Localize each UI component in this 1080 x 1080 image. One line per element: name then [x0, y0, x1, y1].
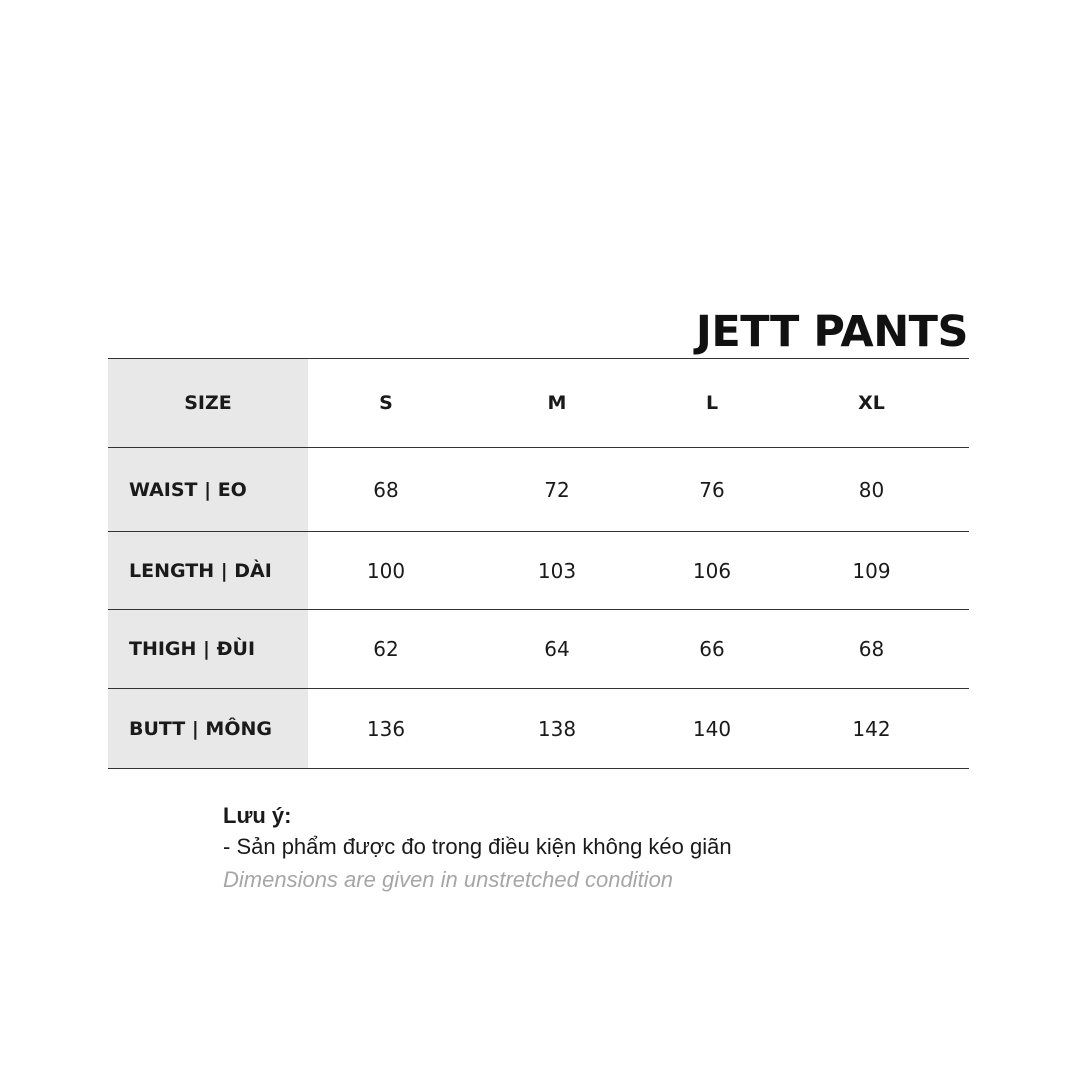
- size-column-header: L: [705, 392, 719, 414]
- measurement-value: 68: [373, 477, 399, 502]
- measurement-value: 136: [366, 716, 406, 741]
- row-label: BUTT | MÔNG: [108, 689, 308, 768]
- size-header-label: SIZE: [108, 359, 308, 447]
- measurement-value: 109: [852, 558, 891, 583]
- measurement-value: 66: [699, 637, 725, 661]
- note-line-english: Dimensions are given in unstretched condition: [223, 867, 674, 892]
- size-column-header: M: [547, 392, 567, 414]
- measurement-value: 140: [692, 716, 732, 741]
- row-label: LENGTH | DÀI: [108, 532, 308, 609]
- note-line-vietnamese: - Sản phẩm được đo trong điều kiện không kéo giãn: [223, 834, 732, 859]
- table-row: [108, 448, 969, 532]
- table-row: [108, 689, 969, 769]
- measurement-value: 138: [537, 716, 577, 741]
- size-table: [108, 358, 969, 769]
- measurement-value: 106: [692, 558, 732, 583]
- measurement-value: 76: [699, 477, 725, 502]
- chart-title: JETT PANTS: [695, 307, 968, 357]
- measurement-value: 142: [852, 716, 891, 741]
- measurement-value: 62: [373, 637, 399, 661]
- size-column-header: S: [379, 392, 393, 414]
- measurement-value: 72: [544, 477, 570, 502]
- care-note: [223, 801, 983, 897]
- row-label: WAIST | EO: [108, 448, 308, 531]
- size-column-header: XL: [858, 392, 885, 414]
- measurement-value: 103: [537, 558, 577, 583]
- note-heading: Lưu ý:: [223, 803, 292, 828]
- table-row: [108, 532, 969, 610]
- row-label: THIGH | ĐÙI: [108, 610, 308, 688]
- table-header-row: [108, 359, 969, 448]
- measurement-value: 68: [858, 637, 885, 661]
- measurement-value: 80: [858, 477, 885, 502]
- table-row: [108, 610, 969, 689]
- measurement-value: 100: [366, 558, 406, 583]
- measurement-value: 64: [544, 637, 570, 661]
